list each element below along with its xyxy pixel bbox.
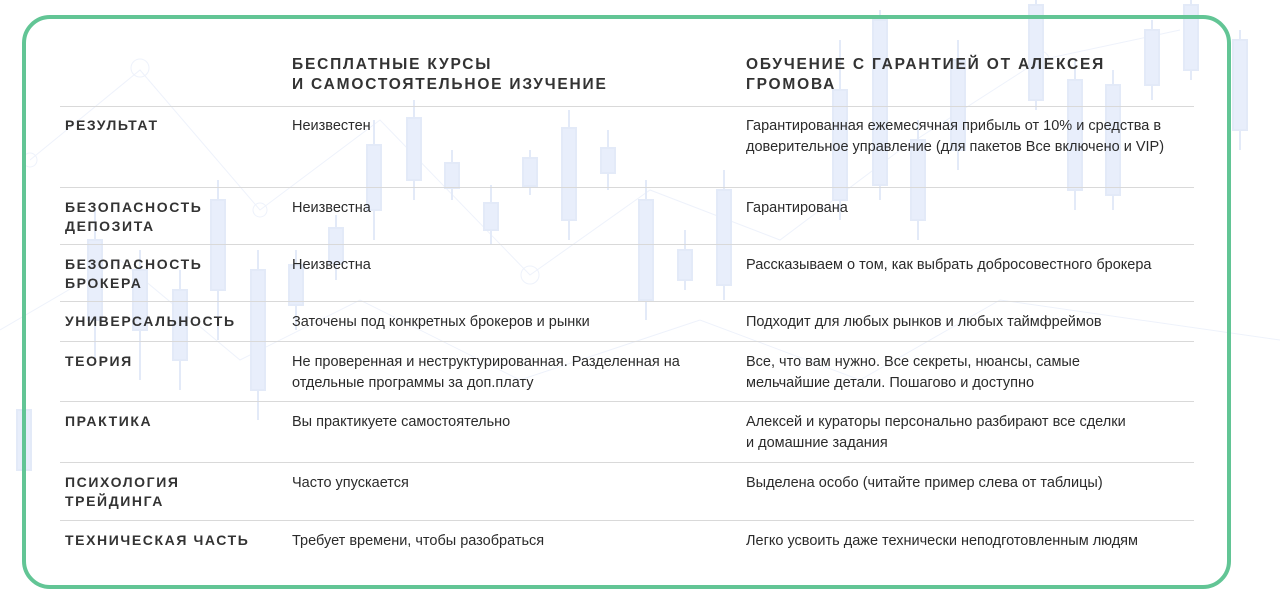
row-guarantee-value: Все, что вам нужно. Все секреты, нюансы, самые мельчайшие детали. Пошагово и доступно bbox=[746, 354, 1080, 391]
row-label: РЕЗУЛЬТАТ bbox=[65, 117, 159, 133]
row-guarantee-value: Легко усвоить даже технически неподготовленным людям bbox=[746, 533, 1138, 549]
row-free-value: Заточены под конкретных брокеров и рынки bbox=[292, 314, 590, 330]
table-row bbox=[60, 188, 1194, 245]
table-row bbox=[60, 106, 1194, 188]
row-free-value: Неизвестна bbox=[292, 257, 371, 273]
row-free-value: Вы практикуете самостоятельно bbox=[292, 414, 511, 430]
row-free-value: Неизвестен bbox=[292, 118, 371, 134]
row-label: ТЕХНИЧЕСКАЯ ЧАСТЬ bbox=[65, 532, 250, 548]
row-guarantee-value: Алексей и кураторы персонально разбирают все сделки и домашние задания bbox=[746, 414, 1126, 451]
row-label: ПСИХОЛОГИЯ ТРЕЙДИНГА bbox=[65, 474, 180, 509]
row-guarantee-value: Рассказываем о том, как выбрать добросовестного брокера bbox=[746, 257, 1152, 273]
row-free-value: Требует времени, чтобы разобраться bbox=[292, 533, 545, 549]
table-row bbox=[60, 342, 1194, 402]
row-label: БЕЗОПАСНОСТЬ ДЕПОЗИТА bbox=[65, 199, 203, 234]
row-label: БЕЗОПАСНОСТЬ БРОКЕРА bbox=[65, 256, 203, 291]
row-guarantee-value: Гарантированная ежемесячная прибыль от 10% и средства в доверительное управление (для пакетов Все включено и VIP) bbox=[746, 118, 1165, 155]
column-header-guarantee: ОБУЧЕНИЕ С ГАРАНТИЕЙ ОТ АЛЕКСЕЯ ГРОМОВА bbox=[746, 56, 1106, 93]
row-free-value: Неизвестна bbox=[292, 200, 371, 216]
row-guarantee-value: Выделена особо (читайте пример слева от таблицы) bbox=[746, 475, 1103, 491]
row-free-value: Часто упускается bbox=[292, 475, 409, 491]
table-row bbox=[60, 302, 1194, 342]
table-row bbox=[60, 463, 1194, 521]
table-row bbox=[60, 402, 1194, 463]
row-label: ТЕОРИЯ bbox=[65, 353, 133, 369]
row-guarantee-value: Подходит для любых рынков и любых таймфреймов bbox=[746, 314, 1102, 330]
table-row bbox=[60, 521, 1194, 561]
row-label: ПРАКТИКА bbox=[65, 413, 153, 429]
column-header-free: БЕСПЛАТНЫЕ КУРСЫ И САМОСТОЯТЕЛЬНОЕ ИЗУЧЕНИЕ bbox=[292, 56, 608, 93]
row-guarantee-value: Гарантирована bbox=[746, 200, 848, 216]
row-free-value: Не проверенная и неструктурированная. Разделенная на отдельные программы за доп.плату bbox=[292, 354, 680, 391]
row-label: УНИВЕРСАЛЬНОСТЬ bbox=[65, 313, 236, 329]
table-header bbox=[60, 55, 1194, 107]
table-row bbox=[60, 245, 1194, 302]
